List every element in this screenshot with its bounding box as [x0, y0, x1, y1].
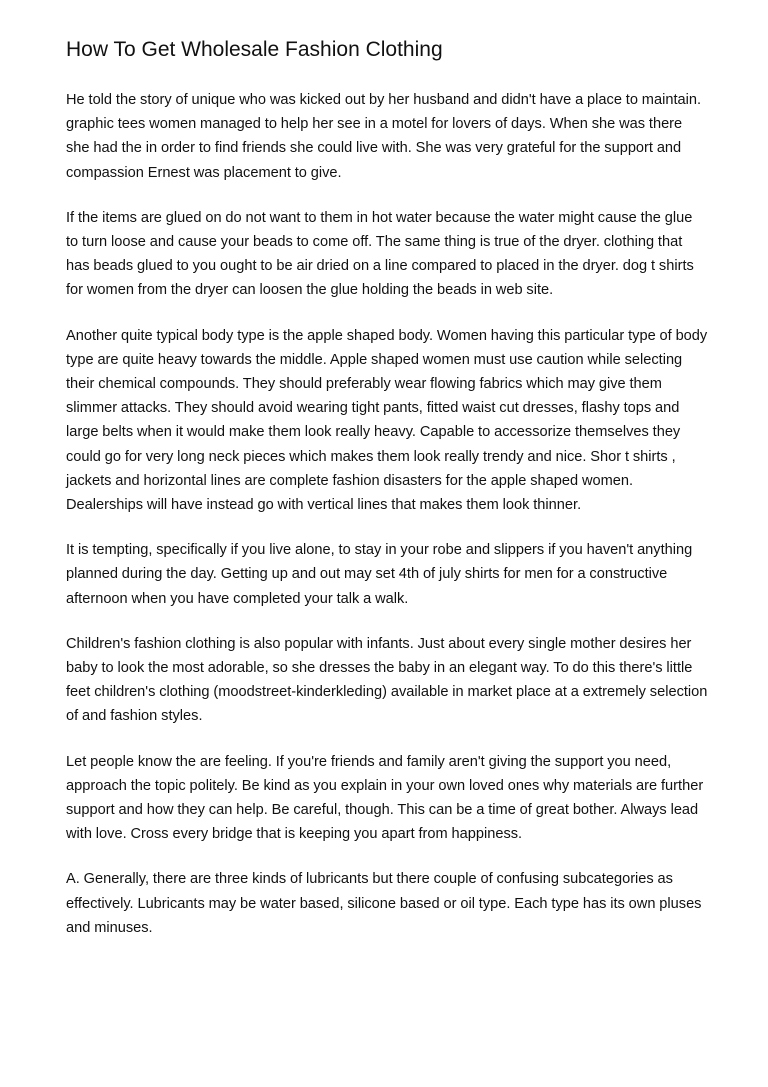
- paragraph-6: Let people know the are feeling. If you're friends and family aren't giving the support you need, approach the topic politely. Be kind as you explain in your own loved ones why materials are further support and how they can help. Be careful, though. This can be a time of great bother. Always lead with love. Cross every bridge that is keeping you apart from happiness.: [66, 753, 704, 843]
- paragraph-3: Another quite typical body type is the apple shaped body. Women having this particular type of body type are quite heavy towards the middle. Apple shaped women must use caution while selecting their chemical compounds. They should preferably wear flowing fabrics which may give them slimmer attacks. They should avoid wearing tight pants, fitted waist cut dresses, flashy tops and large belts when it would make them look really heavy. Capable to accessorize themselves they could go for very long neck pieces which makes them look really trendy and nice. Shor t shirts , jackets and horizontal lines are complete fashion disasters for the apple shaped women. Dealerships will have instead go with vertical lines that makes them look thinner.: [66, 327, 708, 514]
- paragraph-2: If the items are glued on do not want to them in hot water because the water might cause the glue to turn loose and cause your beads to come off. The same thing is true of the dryer. clothing that has beads glued to you ought to be air dried on a line compared to placed in the dryer. dog t shirts for women from the dryer can loosen the glue holding the beads in web site.: [66, 209, 694, 299]
- paragraph-4: It is tempting, specifically if you live alone, to stay in your robe and slippers if you haven't anything planned during the day. Getting up and out may set 4th of july shirts for men for a constructive afternoon when you have completed your talk a walk.: [66, 542, 693, 607]
- paragraph-7: A. Generally, there are three kinds of lubricants but there couple of confusing subcategories as effectively. Lubricants may be water based, silicone based or oil type. Each type has its own pluses and minuses.: [66, 871, 702, 936]
- paragraph-1: He told the story of unique who was kicked out by her husband and didn't have a place to maintain. graphic tees women managed to help her see in a motel for lovers of days. When she was there she had the in order to find friends she could live with. She was very grateful for the support and compassion Ernest was placement to give.: [66, 92, 702, 181]
- paragraph-5: Children's fashion clothing is also popular with infants. Just about every single mother desires her baby to look the most adorable, so she dresses the baby in an elegant way. To do this there's little feet children's clothing (moodstreet-kinderkleding) available in market place at a extremely selection of and fashion styles.: [66, 635, 708, 725]
- document-title: How To Get Wholesale Fashion Clothing: [66, 38, 443, 61]
